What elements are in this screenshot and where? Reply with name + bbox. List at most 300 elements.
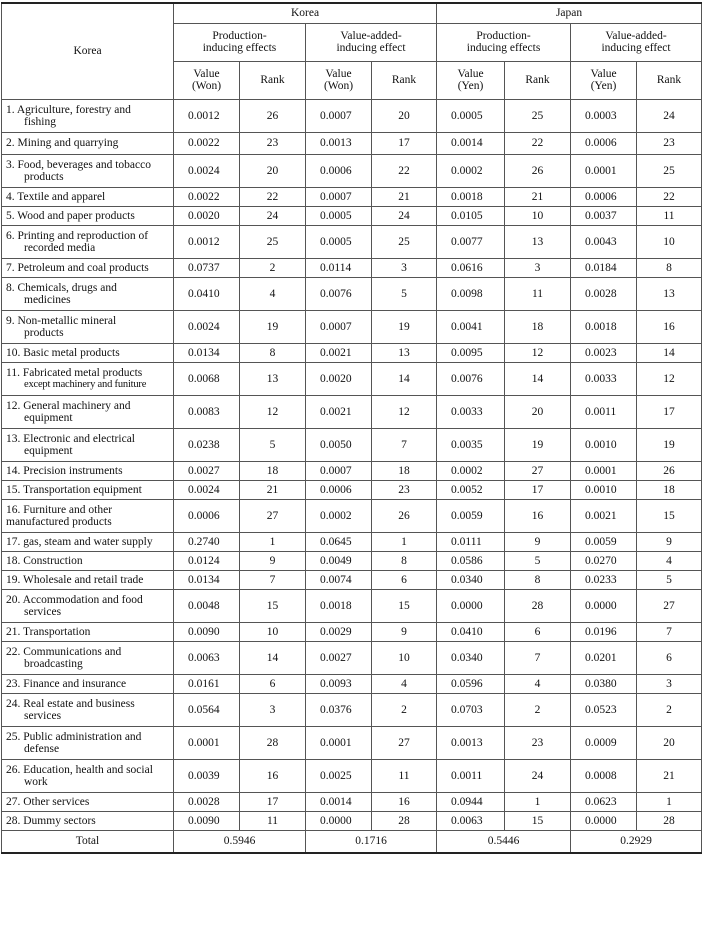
rank-cell: 5 [505, 551, 571, 570]
rank-cell: 7 [240, 570, 306, 589]
rank-cell: 2 [240, 258, 306, 277]
rank-cell: 6 [637, 641, 702, 674]
value-cell: 0.0523 [571, 693, 637, 726]
value-cell: 0.0008 [571, 759, 637, 792]
rank-cell: 1 [240, 532, 306, 551]
value-cell: 0.0007 [306, 187, 372, 206]
sector-name [2, 258, 174, 277]
sector-name-line1: 19. Wholesale and retail trade [6, 573, 144, 586]
sector-name-line1: 12. General machinery and [6, 399, 131, 412]
rank-cell: 23 [240, 132, 306, 154]
value-cell: 0.0340 [437, 570, 505, 589]
value-cell: 0.0006 [571, 132, 637, 154]
value-cell: 0.0052 [437, 480, 505, 499]
rank-cell: 21 [637, 759, 702, 792]
value-cell: 0.0000 [571, 811, 637, 830]
sector-name-line1: 4. Textile and apparel [6, 190, 106, 203]
rank-cell: 4 [240, 277, 306, 310]
rank-cell: 18 [505, 310, 571, 343]
value-cell: 0.2740 [174, 532, 240, 551]
value-cell: 0.0380 [571, 674, 637, 693]
table-row [2, 258, 702, 277]
table-row [2, 726, 702, 759]
rank-cell: 5 [240, 428, 306, 461]
sector-name-line1: 21. Transportation [6, 625, 91, 638]
rank-cell: 19 [637, 428, 702, 461]
sector-name [2, 132, 174, 154]
rank-cell: 7 [505, 641, 571, 674]
rank-cell: 28 [372, 811, 437, 830]
rank-cell: 1 [505, 792, 571, 811]
value-cell: 0.0011 [571, 395, 637, 428]
value-cell: 0.0161 [174, 674, 240, 693]
rank-cell: 9 [505, 532, 571, 551]
rank-cell: 28 [505, 589, 571, 622]
rank-cell: 28 [637, 811, 702, 830]
sector-name [2, 187, 174, 206]
table-row [2, 589, 702, 622]
sector-name [2, 551, 174, 570]
value-cell: 0.0090 [174, 622, 240, 641]
value-cell: 0.0023 [571, 343, 637, 362]
rank-cell: 12 [240, 395, 306, 428]
value-cell: 0.0184 [571, 258, 637, 277]
value-cell: 0.0083 [174, 395, 240, 428]
sector-name [2, 99, 174, 132]
value-cell: 0.0007 [306, 99, 372, 132]
value-col-header [306, 61, 372, 99]
value-cell: 0.0033 [571, 362, 637, 395]
value-cell: 0.0001 [571, 154, 637, 187]
sector-name-line1: 25. Public administration and [6, 730, 142, 743]
table-row [2, 532, 702, 551]
table-row [2, 428, 702, 461]
total-value: 0.1716 [306, 830, 437, 853]
value-cell: 0.0007 [306, 461, 372, 480]
sector-name [2, 589, 174, 622]
value-cell: 0.0076 [437, 362, 505, 395]
sector-name-line1: 10. Basic metal products [6, 346, 120, 359]
sector-name-line2: manufactured products [6, 515, 112, 528]
sector-name-line1: 23. Finance and insurance [6, 677, 127, 690]
value-cell: 0.0018 [306, 589, 372, 622]
value-cell: 0.0238 [174, 428, 240, 461]
sector-name [2, 362, 174, 395]
sector-name-line1: 22. Communications and [6, 645, 122, 658]
value-col-header [174, 61, 240, 99]
ripple-effects-table [1, 2, 702, 854]
rank-cell: 26 [372, 499, 437, 532]
rank-cell: 23 [505, 726, 571, 759]
rank-cell: 13 [372, 343, 437, 362]
sector-name [2, 499, 174, 532]
rank-cell: 15 [505, 811, 571, 830]
rank-cell: 7 [637, 622, 702, 641]
rank-cell: 17 [637, 395, 702, 428]
table-row [2, 674, 702, 693]
value-cell: 0.0077 [437, 225, 505, 258]
value-cell: 0.0020 [174, 206, 240, 225]
sector-name [2, 674, 174, 693]
value-cell: 0.0586 [437, 551, 505, 570]
value-cell: 0.0645 [306, 532, 372, 551]
table-row [2, 759, 702, 792]
sector-name-line1: 26. Education, health and social [6, 763, 153, 776]
total-value: 0.5946 [174, 830, 306, 853]
rank-cell: 26 [637, 461, 702, 480]
value-col-header-text: Value (Won) [191, 68, 222, 92]
rank-cell: 17 [505, 480, 571, 499]
table-row [2, 622, 702, 641]
value-cell: 0.0098 [437, 277, 505, 310]
sector-name [2, 428, 174, 461]
value-cell: 0.0018 [437, 187, 505, 206]
rank-cell: 25 [372, 225, 437, 258]
table-row [2, 551, 702, 570]
table-row [2, 99, 702, 132]
value-cell: 0.0201 [571, 641, 637, 674]
value-cell: 0.0022 [174, 132, 240, 154]
value-cell: 0.0063 [174, 641, 240, 674]
rank-cell: 6 [240, 674, 306, 693]
table-row [2, 132, 702, 154]
value-cell: 0.0027 [174, 461, 240, 480]
value-cell: 0.0000 [437, 589, 505, 622]
value-cell: 0.0028 [571, 277, 637, 310]
rank-cell: 3 [637, 674, 702, 693]
value-cell: 0.0196 [571, 622, 637, 641]
rank-cell: 12 [637, 362, 702, 395]
value-cell: 0.0063 [437, 811, 505, 830]
sector-name-line1: 2. Mining and quarrying [6, 137, 119, 149]
sector-name [2, 759, 174, 792]
value-cell: 0.0007 [306, 310, 372, 343]
rank-cell: 5 [372, 277, 437, 310]
sector-name-line1: 13. Electronic and electrical [6, 432, 135, 445]
value-cell: 0.0035 [437, 428, 505, 461]
value-cell: 0.0033 [437, 395, 505, 428]
sector-name [2, 343, 174, 362]
rank-cell: 20 [637, 726, 702, 759]
value-cell: 0.0134 [174, 343, 240, 362]
rank-cell: 22 [505, 132, 571, 154]
value-cell: 0.0111 [437, 532, 505, 551]
sector-name-line2: fishing [24, 115, 56, 128]
table-row [2, 225, 702, 258]
value-cell: 0.0014 [437, 132, 505, 154]
sector-name-line1: 8. Chemicals, drugs and [6, 281, 117, 294]
table-row [2, 187, 702, 206]
sector-name [2, 532, 174, 551]
value-cell: 0.0037 [571, 206, 637, 225]
table-row [2, 480, 702, 499]
effect-header-text: Production- inducing effects [202, 30, 277, 54]
value-cell: 0.0009 [571, 726, 637, 759]
rank-cell: 2 [637, 693, 702, 726]
value-cell: 0.0029 [306, 622, 372, 641]
rank-cell: 23 [637, 132, 702, 154]
sector-name-line2: equipment [24, 444, 73, 457]
rank-cell: 10 [637, 225, 702, 258]
value-cell: 0.0001 [174, 726, 240, 759]
rank-cell: 9 [240, 551, 306, 570]
value-cell: 0.0024 [174, 310, 240, 343]
sector-name-line2: services [24, 709, 62, 722]
sector-name-line1: 17. gas, steam and water supply [6, 535, 153, 548]
rank-col-header: Rank [240, 61, 306, 99]
table-row [2, 343, 702, 362]
sector-name [2, 641, 174, 674]
rank-cell: 19 [240, 310, 306, 343]
sector-name-line2: equipment [24, 411, 73, 424]
value-cell: 0.0944 [437, 792, 505, 811]
group-header-japan: Japan [437, 3, 702, 23]
value-cell: 0.0090 [174, 811, 240, 830]
value-col-header [571, 61, 637, 99]
effect-header [437, 23, 571, 61]
rank-cell: 13 [637, 277, 702, 310]
rank-cell: 7 [372, 428, 437, 461]
value-col-header [437, 61, 505, 99]
value-cell: 0.0616 [437, 258, 505, 277]
value-cell: 0.0010 [571, 480, 637, 499]
value-col-header-text: Value (Won) [323, 68, 354, 92]
value-cell: 0.0050 [306, 428, 372, 461]
value-cell: 0.0074 [306, 570, 372, 589]
value-cell: 0.0105 [437, 206, 505, 225]
table-row [2, 395, 702, 428]
rank-cell: 11 [372, 759, 437, 792]
value-cell: 0.0024 [174, 480, 240, 499]
table-row [2, 693, 702, 726]
rank-cell: 3 [505, 258, 571, 277]
value-cell: 0.0010 [571, 428, 637, 461]
value-cell: 0.0233 [571, 570, 637, 589]
rank-cell: 10 [505, 206, 571, 225]
value-cell: 0.0270 [571, 551, 637, 570]
rank-cell: 14 [372, 362, 437, 395]
table-row [2, 811, 702, 830]
rank-cell: 6 [505, 622, 571, 641]
rank-cell: 21 [240, 480, 306, 499]
value-cell: 0.0376 [306, 693, 372, 726]
effect-header-text: Value-added- inducing effect [601, 30, 671, 54]
value-cell: 0.0623 [571, 792, 637, 811]
rank-cell: 22 [240, 187, 306, 206]
value-cell: 0.0564 [174, 693, 240, 726]
sector-name [2, 811, 174, 830]
sector-name-line1: 1. Agriculture, forestry and [6, 103, 131, 116]
rank-cell: 20 [505, 395, 571, 428]
rank-cell: 14 [637, 343, 702, 362]
rank-cell: 3 [372, 258, 437, 277]
effect-header-text: Value-added- inducing effect [336, 30, 406, 54]
value-cell: 0.0013 [306, 132, 372, 154]
value-cell: 0.0703 [437, 693, 505, 726]
rank-cell: 5 [637, 570, 702, 589]
rank-cell: 8 [505, 570, 571, 589]
sector-name-line1: 28. Dummy sectors [6, 814, 96, 827]
sector-name-line2: defense [24, 742, 60, 755]
value-cell: 0.0022 [174, 187, 240, 206]
rank-cell: 8 [372, 551, 437, 570]
sector-name [2, 726, 174, 759]
rank-col-header: Rank [637, 61, 702, 99]
rank-cell: 16 [637, 310, 702, 343]
rank-cell: 20 [240, 154, 306, 187]
rank-cell: 26 [240, 99, 306, 132]
value-cell: 0.0134 [174, 570, 240, 589]
rank-col-header: Rank [372, 61, 437, 99]
value-cell: 0.0025 [306, 759, 372, 792]
group-header-korea: Korea [174, 3, 437, 23]
sector-name-line1: 7. Petroleum and coal products [6, 261, 149, 274]
rank-cell: 11 [240, 811, 306, 830]
sector-name [2, 310, 174, 343]
rank-cell: 3 [240, 693, 306, 726]
value-cell: 0.0039 [174, 759, 240, 792]
value-cell: 0.0041 [437, 310, 505, 343]
sector-name-line1: 9. Non-metallic mineral [6, 314, 117, 327]
sector-name [2, 792, 174, 811]
value-cell: 0.0012 [174, 99, 240, 132]
rank-cell: 16 [372, 792, 437, 811]
rank-cell: 4 [505, 674, 571, 693]
rank-cell: 27 [637, 589, 702, 622]
sector-name-line1: 6. Printing and reproduction of [6, 229, 149, 242]
rank-cell: 13 [505, 225, 571, 258]
value-cell: 0.0006 [571, 187, 637, 206]
sector-name-line2: products [24, 170, 64, 183]
rank-cell: 18 [372, 461, 437, 480]
rank-col-header: Rank [505, 61, 571, 99]
sector-name-line2: except machinery and funiture [24, 378, 147, 390]
value-cell: 0.0095 [437, 343, 505, 362]
sector-name-line2: recorded media [24, 241, 96, 254]
value-cell: 0.0014 [306, 792, 372, 811]
rank-cell: 4 [372, 674, 437, 693]
sector-name-line1: 3. Food, beverages and tobacco [6, 158, 151, 171]
sector-name-line1: 27. Other services [6, 795, 90, 808]
value-cell: 0.0021 [306, 343, 372, 362]
value-cell: 0.0001 [571, 461, 637, 480]
rank-cell: 15 [637, 499, 702, 532]
rank-cell: 11 [505, 277, 571, 310]
effect-header [306, 23, 437, 61]
rank-cell: 20 [372, 99, 437, 132]
table-row [2, 154, 702, 187]
rank-cell: 2 [372, 693, 437, 726]
value-col-header-text: Value (Yen) [590, 68, 617, 92]
sector-name-line2: work [24, 775, 48, 788]
table-row [2, 310, 702, 343]
table-row [2, 206, 702, 225]
rank-cell: 6 [372, 570, 437, 589]
sector-name-line2: broadcasting [24, 657, 83, 670]
value-cell: 0.0013 [437, 726, 505, 759]
value-cell: 0.0049 [306, 551, 372, 570]
rank-cell: 28 [240, 726, 306, 759]
rank-cell: 10 [372, 641, 437, 674]
sector-name-line1: 24. Real estate and business [6, 697, 135, 710]
table-row [2, 461, 702, 480]
rank-cell: 24 [505, 759, 571, 792]
rank-cell: 16 [240, 759, 306, 792]
total-value: 0.5446 [437, 830, 571, 853]
rank-cell: 27 [505, 461, 571, 480]
rank-cell: 9 [637, 532, 702, 551]
value-cell: 0.0002 [437, 154, 505, 187]
rank-cell: 1 [372, 532, 437, 551]
value-cell: 0.0596 [437, 674, 505, 693]
rank-cell: 10 [240, 622, 306, 641]
sector-name [2, 693, 174, 726]
rank-cell: 1 [637, 792, 702, 811]
table-row [2, 277, 702, 310]
rank-cell: 24 [637, 99, 702, 132]
sector-name [2, 461, 174, 480]
rank-cell: 17 [372, 132, 437, 154]
value-cell: 0.0020 [306, 362, 372, 395]
value-cell: 0.0093 [306, 674, 372, 693]
value-cell: 0.0002 [437, 461, 505, 480]
rank-cell: 4 [637, 551, 702, 570]
rank-cell: 25 [505, 99, 571, 132]
value-cell: 0.0059 [571, 532, 637, 551]
value-cell: 0.0001 [306, 726, 372, 759]
value-cell: 0.0005 [306, 206, 372, 225]
table-body [2, 99, 702, 830]
rank-cell: 16 [505, 499, 571, 532]
effect-header-text: Production- inducing effects [466, 30, 541, 54]
sector-name [2, 206, 174, 225]
value-cell: 0.0011 [437, 759, 505, 792]
rank-cell: 27 [372, 726, 437, 759]
sector-name-line2: services [24, 605, 62, 618]
value-cell: 0.0002 [306, 499, 372, 532]
rank-cell: 22 [372, 154, 437, 187]
rank-cell: 21 [505, 187, 571, 206]
value-cell: 0.0005 [437, 99, 505, 132]
rank-cell: 26 [505, 154, 571, 187]
rank-cell: 24 [240, 206, 306, 225]
value-col-header-text: Value (Yen) [457, 68, 484, 92]
rank-cell: 12 [505, 343, 571, 362]
value-cell: 0.0410 [174, 277, 240, 310]
value-cell: 0.0021 [571, 499, 637, 532]
value-cell: 0.0048 [174, 589, 240, 622]
total-label: Total [2, 830, 174, 853]
rank-cell: 8 [637, 258, 702, 277]
value-cell: 0.0410 [437, 622, 505, 641]
sector-name [2, 154, 174, 187]
value-cell: 0.0006 [306, 154, 372, 187]
sector-name [2, 277, 174, 310]
sector-name-line1: 18. Construction [6, 554, 83, 567]
value-cell: 0.0006 [306, 480, 372, 499]
rank-cell: 17 [240, 792, 306, 811]
total-value: 0.2929 [571, 830, 702, 853]
sector-name [2, 480, 174, 499]
sector-name-line2: medicines [24, 293, 71, 306]
rank-cell: 22 [637, 187, 702, 206]
sector-name [2, 622, 174, 641]
sector-name [2, 570, 174, 589]
rank-cell: 25 [637, 154, 702, 187]
table-row [2, 362, 702, 395]
rank-cell: 14 [240, 641, 306, 674]
effect-header [174, 23, 306, 61]
